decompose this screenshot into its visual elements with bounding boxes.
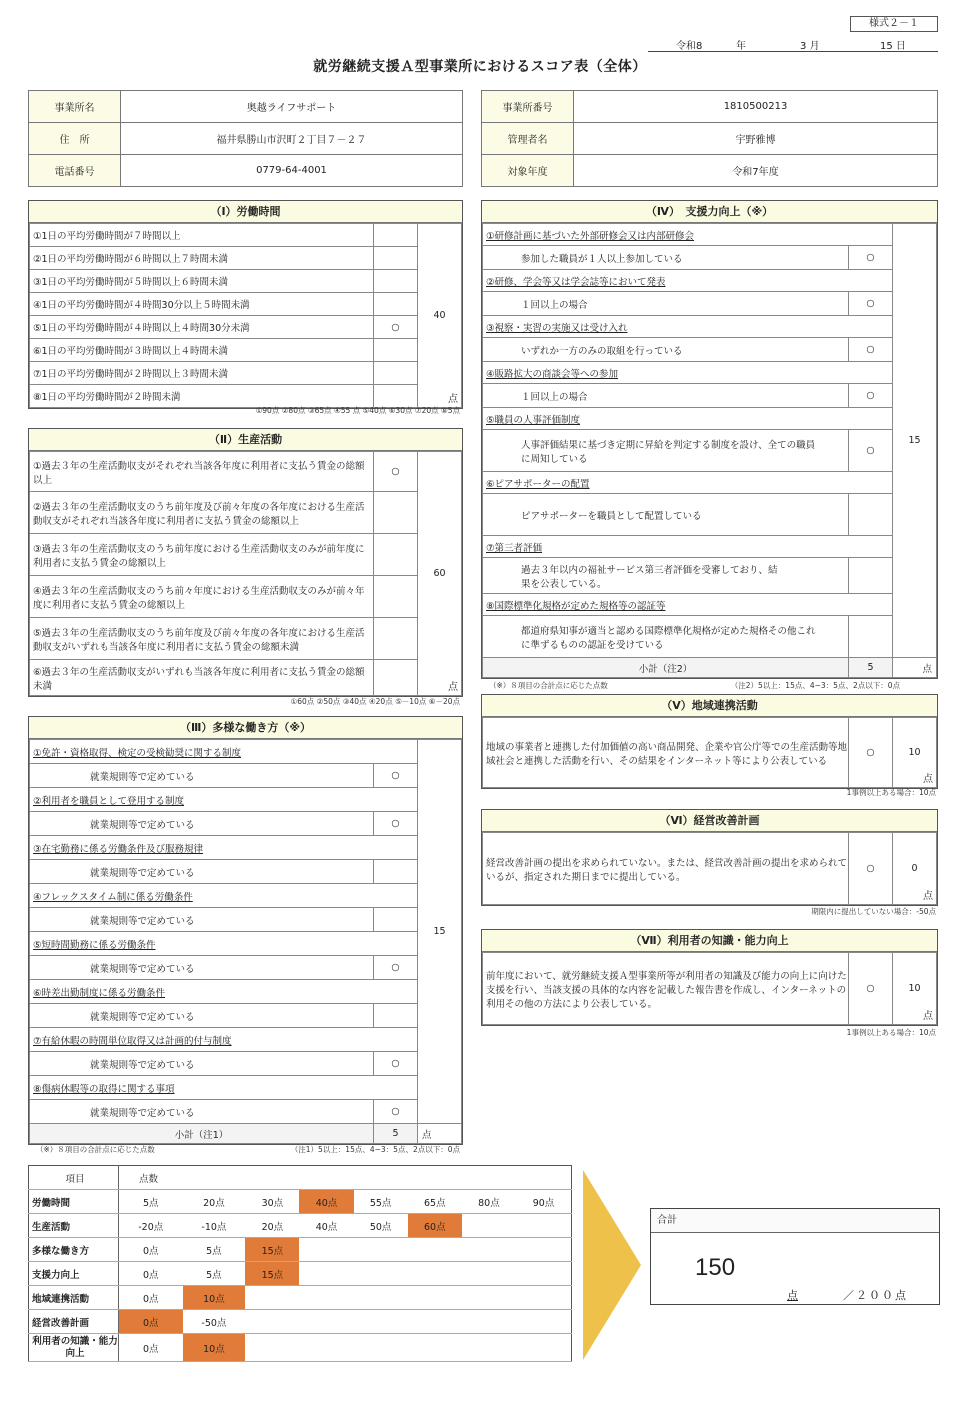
section-support-capacity xyxy=(481,200,938,679)
value-manager: 宇野雅博 xyxy=(574,123,938,155)
criteria-text: 前年度において、就労継続支援Ａ型事業所等が利用者の知識及び能力の向上に向けた支援を行い、当該支援の具体的な内容を記載した報告書を作成し、インターネットの利用その他の方法により公表している。 xyxy=(483,953,849,1025)
item-heading: ⑥時差出勤制度に係る労働条件 xyxy=(30,980,418,1004)
score-value: 0 xyxy=(911,863,918,874)
row-text: ⑦1日の平均労働時間が２時間以上３時間未満 xyxy=(30,362,374,385)
date-era-year: 令和8 xyxy=(676,41,703,52)
row-mark: ○ xyxy=(374,452,418,492)
summary-table xyxy=(28,1165,572,1362)
diverse-work-note: （※）８項目の合計点に応じた点数 xyxy=(36,1145,155,1154)
section-title: （Ⅱ）生産活動 xyxy=(29,429,462,451)
management-plan-note: 期限内に提出していない場合：-50点 xyxy=(811,907,936,916)
row-text: ③過去３年の生産活動収支のうち前年度における生産活動収支のみが前年度に利用者に支払う賃金の総額以上 xyxy=(30,534,374,576)
row-text: ④過去３年の生産活動収支のうち前々年度における生産活動収支のみが前々年度に利用者に支払う賃金の総額以上 xyxy=(30,576,374,618)
points-cell: 0点 xyxy=(119,1286,183,1310)
row-mark xyxy=(374,534,418,576)
row-mark: ○ xyxy=(849,292,893,316)
score-value: 15 xyxy=(433,926,446,937)
points-cell: 40点 xyxy=(299,1214,353,1238)
row-mark xyxy=(374,362,418,385)
score-unit: 点 xyxy=(448,682,458,693)
row-text: ④1日の平均労働時間が４時間30分以上５時間未満 xyxy=(30,293,374,316)
diverse-work-table xyxy=(29,739,462,1144)
value-phone: 0779-64-4001 xyxy=(121,155,463,187)
score-unit: 点 xyxy=(893,658,937,678)
summary-item: 利用者の知識・能力向上 xyxy=(29,1334,119,1362)
total-box xyxy=(650,1208,940,1305)
section-title: （Ⅲ）多様な働き方（※） xyxy=(29,717,462,739)
working-hours-table xyxy=(29,223,462,408)
row-mark xyxy=(374,908,418,932)
section-score xyxy=(893,718,937,788)
section-score xyxy=(418,740,462,1124)
score-unit: 点 xyxy=(448,394,458,405)
points-cell: 5点 xyxy=(119,1190,183,1214)
points-cell: 0点 xyxy=(119,1262,183,1286)
item-sub: 就業規則等で定めている xyxy=(30,908,374,932)
item-heading: ③在宅勤務に係る労働条件及び服務規律 xyxy=(30,836,418,860)
row-mark: ○ xyxy=(849,718,893,788)
points-cell: 5点 xyxy=(183,1262,246,1286)
item-sub: １回以上の場合 xyxy=(483,384,849,408)
item-heading: ⑤職員の人事評価制度 xyxy=(483,408,893,430)
row-text: ⑥1日の平均労働時間が３時間以上４時間未満 xyxy=(30,339,374,362)
support-capacity-note-2: （注2）5以上：15点、4~3：5点、2点以下：0点 xyxy=(730,681,900,690)
label-fiscal-year: 対象年度 xyxy=(482,155,574,187)
value-office-number: 1810500213 xyxy=(574,91,938,123)
info-table-left xyxy=(28,90,463,187)
total-label: 合計 xyxy=(651,1209,939,1233)
row-mark xyxy=(374,860,418,884)
date-line xyxy=(648,36,938,52)
row-mark: ○ xyxy=(374,1052,418,1076)
row-mark xyxy=(374,293,418,316)
row-mark xyxy=(849,558,893,594)
item-heading: ①研修計画に基づいた外部研修会又は内部研修会 xyxy=(483,224,893,246)
production-legend: ①60点 ②50点 ③40点 ④20点 ⑤－10点 ⑥－20点 xyxy=(290,697,460,706)
row-mark xyxy=(374,270,418,293)
value-address: 福井県勝山市沢町２丁目７－２７ xyxy=(121,123,463,155)
section-title: （Ⅴ）地域連携活動 xyxy=(482,695,937,717)
date-month: 3 月 xyxy=(800,41,820,52)
summary-row xyxy=(29,1286,572,1310)
row-mark: ○ xyxy=(374,956,418,980)
summary-header-points: 点数 xyxy=(119,1166,572,1190)
points-cell-selected: 0点 xyxy=(119,1310,183,1334)
item-heading: ④フレックスタイム制に係る労働条件 xyxy=(30,884,418,908)
row-mark: ○ xyxy=(374,812,418,836)
section-score xyxy=(418,452,462,696)
score-unit: 点 xyxy=(923,891,933,902)
regional-collab-table xyxy=(482,717,937,788)
row-text: ②過去３年の生産活動収支のうち前年度及び前々年度の各年度における生産活動収支がそれぞれ当該各年度に利用者に支払う賃金の総額以上 xyxy=(30,492,374,534)
row-mark xyxy=(374,618,418,660)
item-sub: 就業規則等で定めている xyxy=(30,1052,374,1076)
row-mark: ○ xyxy=(849,430,893,472)
support-capacity-table xyxy=(482,223,937,678)
summary-row xyxy=(29,1334,572,1362)
summary-item: 地域連携活動 xyxy=(29,1286,119,1310)
value-fiscal-year: 令和7年度 xyxy=(574,155,938,187)
points-cell: 20点 xyxy=(245,1214,299,1238)
row-mark xyxy=(374,492,418,534)
item-sub: 就業規則等で定めている xyxy=(30,1100,374,1124)
label-manager: 管理者名 xyxy=(482,123,574,155)
user-knowledge-note: 1事例以上ある場合：10点 xyxy=(846,1028,936,1037)
points-cell: 0点 xyxy=(119,1238,183,1262)
subtotal-label: 小計（注2） xyxy=(483,658,849,678)
row-mark: ○ xyxy=(374,316,418,339)
row-mark xyxy=(374,339,418,362)
row-text: ⑥過去３年の生産活動収支がいずれも当該各年度に利用者に支払う賃金の総額未満 xyxy=(30,660,374,696)
item-heading: ⑥ピアサポーターの配置 xyxy=(483,472,893,494)
points-cell: 55点 xyxy=(354,1190,408,1214)
points-cell: 0点 xyxy=(119,1334,183,1362)
points-cell: 20点 xyxy=(183,1190,246,1214)
item-sub: 過去３年以内の福祉サービス第三者評価を受審しており、結果を公表している。 xyxy=(483,558,849,594)
points-cell: 30点 xyxy=(245,1190,299,1214)
total-max: ／２００点 xyxy=(843,1289,908,1302)
section-regional-collab xyxy=(481,694,938,789)
points-cell: -10点 xyxy=(183,1214,246,1238)
section-title: （Ⅰ）労働時間 xyxy=(29,201,462,223)
total-unit: 点 xyxy=(787,1289,798,1302)
row-mark: ○ xyxy=(849,246,893,270)
item-sub: 就業規則等で定めている xyxy=(30,812,374,836)
score-value: 60 xyxy=(433,568,446,579)
points-cell-selected: 10点 xyxy=(183,1334,246,1362)
points-cell-selected: 15点 xyxy=(245,1238,299,1262)
info-table-right xyxy=(481,90,938,187)
row-text: ③1日の平均労働時間が５時間以上６時間未満 xyxy=(30,270,374,293)
summary-row xyxy=(29,1310,572,1334)
diverse-work-note-1: （注1）5以上：15点、4~3：5点、2点以下：0点 xyxy=(290,1145,460,1154)
form-number: 様式２－１ xyxy=(850,16,938,32)
label-phone: 電話番号 xyxy=(29,155,121,187)
points-cell-selected: 10点 xyxy=(183,1286,246,1310)
item-sub: 就業規則等で定めている xyxy=(30,1004,374,1028)
user-knowledge-table xyxy=(482,952,937,1025)
item-sub: 人事評価結果に基づき定期に昇給を判定する制度を設け、全ての職員に周知している xyxy=(483,430,849,472)
points-cell: -50点 xyxy=(183,1310,246,1334)
summary-row xyxy=(29,1190,572,1214)
section-title: （Ⅵ）経営改善計画 xyxy=(482,810,937,832)
production-table xyxy=(29,451,462,696)
row-text: ①1日の平均労働時間が７時間以上 xyxy=(30,224,374,247)
label-office-name: 事業所名 xyxy=(29,91,121,123)
total-value: 150 xyxy=(695,1254,736,1281)
row-mark xyxy=(374,660,418,696)
summary-header-item: 項目 xyxy=(29,1166,119,1190)
score-unit: 点 xyxy=(923,774,933,785)
score-unit: 点 xyxy=(418,1124,462,1144)
row-text: ⑤過去３年の生産活動収支のうち前年度及び前々年度の各年度における生産活動収支がいずれも当該各年度に利用者に支払う賃金の総額未満 xyxy=(30,618,374,660)
section-user-knowledge xyxy=(481,929,938,1026)
working-hours-legend: ①90点 ②80点 ③65点 ④55 点 ⑤40点 ⑥30点 ⑦20点 ⑧5点 xyxy=(255,406,460,415)
row-text: ⑧1日の平均労働時間が２時間未満 xyxy=(30,385,374,408)
section-title: （Ⅶ）利用者の知識・能力向上 xyxy=(482,930,937,952)
item-sub: 就業規則等で定めている xyxy=(30,956,374,980)
item-heading: ①免許・資格取得、検定の受検勧奨に関する制度 xyxy=(30,740,418,764)
criteria-text: 経営改善計画の提出を求められていない。または、経営改善計画の提出を求められているが、指定された期日までに提出している。 xyxy=(483,833,849,905)
row-mark: ○ xyxy=(374,1100,418,1124)
section-score xyxy=(893,224,937,658)
section-production xyxy=(28,428,463,697)
points-cell: 5点 xyxy=(183,1238,246,1262)
row-mark: ○ xyxy=(374,764,418,788)
section-title: （Ⅳ） 支援力向上（※） xyxy=(482,201,937,223)
row-mark xyxy=(374,576,418,618)
item-heading: ③視察・実習の実施又は受け入れ xyxy=(483,316,893,338)
subtotal-value: 5 xyxy=(849,658,893,678)
item-sub: 就業規則等で定めている xyxy=(30,860,374,884)
item-heading: ⑦第三者評価 xyxy=(483,536,893,558)
item-heading: ⑤短時間勤務に係る労働条件 xyxy=(30,932,418,956)
score-value: 15 xyxy=(908,435,921,446)
item-sub: ピアサポーターを職員として配置している xyxy=(483,494,849,536)
row-mark: ○ xyxy=(849,833,893,905)
item-heading: ⑧国際標準化規格が定めた規格等の認証等 xyxy=(483,594,893,616)
item-heading: ④販路拡大の商談会等への参加 xyxy=(483,362,893,384)
row-mark xyxy=(374,224,418,247)
label-office-number: 事業所番号 xyxy=(482,91,574,123)
score-value: 40 xyxy=(433,310,446,321)
row-text: ②1日の平均労働時間が６時間以上７時間未満 xyxy=(30,247,374,270)
management-plan-table xyxy=(482,832,937,905)
points-cell: -20点 xyxy=(119,1214,183,1238)
subtotal-label: 小計（注1） xyxy=(30,1124,374,1144)
item-heading: ⑧傷病休暇等の取得に関する事項 xyxy=(30,1076,418,1100)
summary-item: 生産活動 xyxy=(29,1214,119,1238)
summary-row xyxy=(29,1214,572,1238)
score-value: 10 xyxy=(908,747,921,758)
summary-row xyxy=(29,1238,572,1262)
row-mark: ○ xyxy=(849,953,893,1025)
summary-item: 支援力向上 xyxy=(29,1262,119,1286)
item-sub: 就業規則等で定めている xyxy=(30,764,374,788)
subtotal-value: 5 xyxy=(374,1124,418,1144)
section-score xyxy=(418,224,462,408)
summary-row xyxy=(29,1262,572,1286)
row-mark xyxy=(374,247,418,270)
points-cell: 90点 xyxy=(516,1190,572,1214)
item-heading: ②利用者を職員として登用する制度 xyxy=(30,788,418,812)
item-sub: 参加した職員が１人以上参加している xyxy=(483,246,849,270)
section-score xyxy=(893,953,937,1025)
summary-item: 経営改善計画 xyxy=(29,1310,119,1334)
item-heading: ②研修、学会等又は学会誌等において発表 xyxy=(483,270,893,292)
regional-collab-note: 1事例以上ある場合：10点 xyxy=(846,788,936,797)
section-working-hours xyxy=(28,200,463,409)
points-cell-selected: 15点 xyxy=(245,1262,299,1286)
row-text: ①過去３年の生産活動収支がそれぞれ当該各年度に利用者に支払う賃金の総額以上 xyxy=(30,452,374,492)
row-mark: ○ xyxy=(849,338,893,362)
summary-item: 労働時間 xyxy=(29,1190,119,1214)
date-year-label: 年 xyxy=(736,41,746,52)
points-cell: 80点 xyxy=(462,1190,516,1214)
points-cell-selected: 60点 xyxy=(408,1214,462,1238)
row-mark xyxy=(849,616,893,658)
row-mark xyxy=(374,1004,418,1028)
points-cell: 65点 xyxy=(408,1190,462,1214)
support-capacity-note: （※）８項目の合計点に応じた点数 xyxy=(489,681,608,690)
item-heading: ⑦有給休暇の時間単位取得又は計画的付与制度 xyxy=(30,1028,418,1052)
score-unit: 点 xyxy=(923,1011,933,1022)
row-mark xyxy=(849,494,893,536)
row-mark: ○ xyxy=(849,384,893,408)
arrow-right-icon xyxy=(583,1170,641,1360)
item-sub: 都道府県知事が適当と認める国際標準化規格が定めた規格その他これに準ずるものの認証を受けている xyxy=(483,616,849,658)
item-sub: １回以上の場合 xyxy=(483,292,849,316)
document-title: 就労継続支援Ａ型事業所におけるスコア表（全体） xyxy=(313,59,647,75)
points-cell: 50点 xyxy=(354,1214,408,1238)
criteria-text: 地域の事業者と連携した付加価値の高い商品開発、企業や官公庁等での生産活動等地域社会と連携した活動を行い、その結果をインターネット等により公表している xyxy=(483,718,849,788)
score-value: 10 xyxy=(908,983,921,994)
section-score xyxy=(893,833,937,905)
item-sub: いずれか一方のみの取組を行っている xyxy=(483,338,849,362)
value-office-name: 奥越ライフサポート xyxy=(121,91,463,123)
section-management-plan xyxy=(481,809,938,906)
date-day: 15 日 xyxy=(880,41,906,52)
label-address: 住 所 xyxy=(29,123,121,155)
points-cell-selected: 40点 xyxy=(299,1190,353,1214)
section-diverse-work xyxy=(28,716,463,1145)
summary-item: 多様な働き方 xyxy=(29,1238,119,1262)
row-text: ⑤1日の平均労働時間が４時間以上４時間30分未満 xyxy=(30,316,374,339)
